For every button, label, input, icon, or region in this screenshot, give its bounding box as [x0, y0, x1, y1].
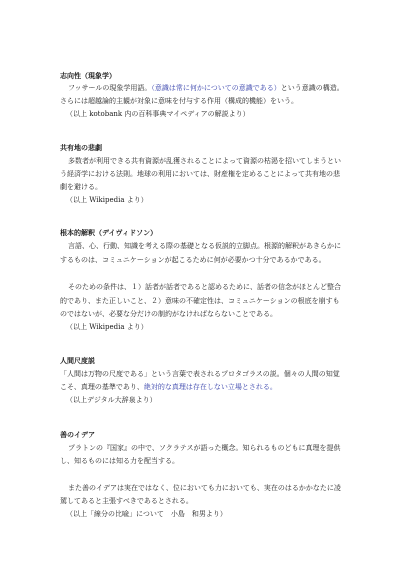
entry-line: のではないが、必要な分だけの制約がなければならないことである。 — [60, 310, 277, 318]
entry-line: 言語、心、行動、知識を考える際の基礎となる仮説的立脚点。根源的解釈があきらかに — [68, 242, 341, 250]
entry-line: 駕してあると主張すべきであるとされる。 — [60, 497, 193, 505]
entry-title: 善のイデア — [60, 430, 95, 439]
entry-line: 「人間は万物の尺度である」という言葉で表されるプロタゴラスの説。個々の人間の知覚 — [60, 370, 340, 378]
entry-line: また善のイデアは実在ではなく、位においても力においても、実在のはるかかなたに凌 — [68, 484, 341, 492]
highlight-text: （意識は常に何かについての意識である） — [151, 84, 281, 92]
entry-title: 根本的解釈（デイヴィドソン） — [60, 228, 158, 237]
entry-line: し、知るものには知る力を配当する。 — [60, 457, 179, 465]
entry-source: （以上 Wikipedia より） — [66, 323, 148, 331]
entry-source: （以上「線分の比喩」について 小島 和男より） — [66, 510, 227, 518]
entry-title: 共有地の悲劇 — [60, 143, 102, 152]
entry-source: （以上デジタル大辞泉より） — [66, 396, 157, 404]
entry-title: 志向性（現象学） — [60, 71, 116, 80]
entry-line: そのための条件は、１）話者が話者であると認めるために、話者の信念がほとんど整合 — [68, 283, 341, 291]
entry-source: （以上 kotobank 内の百科事典マイペディアの解説より） — [66, 110, 250, 118]
entry-line: さらには超越論的主観が対象に意味を付与する作用（構成的機能）をいう。 — [60, 97, 298, 105]
entry-line: 劇を避ける。 — [60, 183, 102, 191]
entry-line: こそ、真理の基準であり、絶対的な真理は存在しない立場とされる。 — [60, 383, 277, 391]
entry-source: （以上 Wikipedia より） — [66, 196, 148, 204]
entry-line: フッサールの現象学用語。（意識は常に何かについての意識である）という意識の構造。 — [68, 84, 344, 92]
entry-title: 人間尺度説 — [60, 356, 95, 365]
entry-line: するものは、コミュニケーションが起こるために何が必要かつ十分であるかである。 — [60, 256, 326, 264]
entry-line: プラトンの『国家』の中で、ソクラテスが語った概念。知られるものどもに真理を提供 — [68, 444, 341, 452]
highlight-text: 絶対的な真理は存在しない立場とされる。 — [143, 383, 277, 391]
entry-line: 多数者が利用できる共有資源が乱獲されることによって資源の枯渇を招いてしまうとい — [68, 157, 341, 165]
entry-line: う経済学における法則。地球の利用においては、財産権を定めることによって共有地の悲 — [60, 170, 340, 178]
entry-line: 的であり、また正しいこと、２）意味の不確定性は、コミュニケーションの根底を崩すも — [60, 297, 340, 305]
